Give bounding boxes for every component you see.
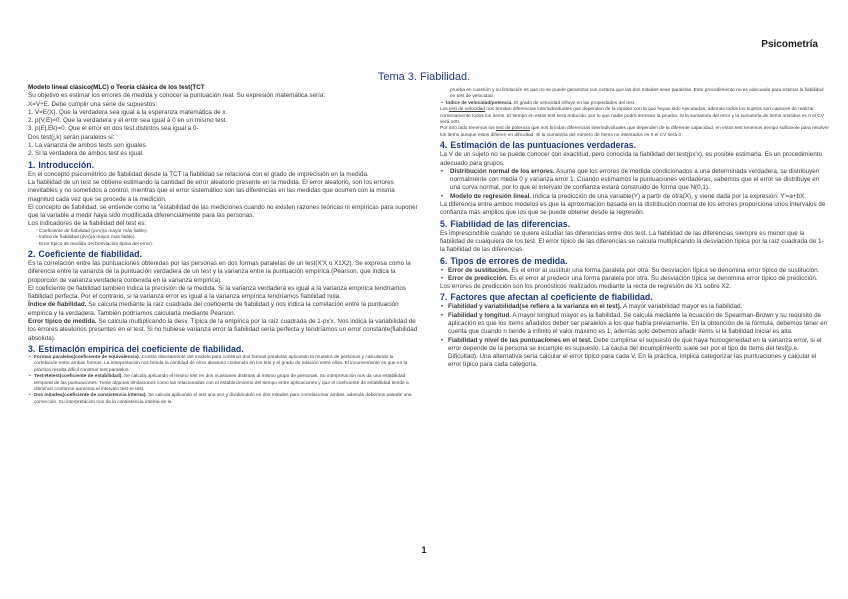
section-number: 7. xyxy=(440,292,448,303)
paragraph xyxy=(440,126,830,139)
definition: Consta directamente del modelo para construir dos formas paralelas aplicando la muestra de personas y calculando la correlación entre ambas formas. La interpretación nos brinda la cantidad de error aleatorio contenido en los test y el grado de relación entre ellas. El inconveniente es que en la práctica resulta difícil construir test paralelos. xyxy=(34,354,408,373)
model-line: Su objetivo es estimar los errores de medida y conocer la puntuación real. Su expresión matemática sería: xyxy=(28,92,326,100)
paragraph: La diferencia entre ambos modelos es que la aproximación basada en la distribución normal de los errores proporciona unos intervalos de confianza más amplios que los que se puede obtener desde la regresión. xyxy=(440,201,826,217)
paragraph: Es la correlación entre las puntuaciones obtenidas por las personas en dos formas paralelas de un test(X'X o X1X2). Se expresa como la diferencia entre la varianza de la puntuación verdadera de un test y la varianza entre la puntuación empírica.(Pearson, que indica la proporción de varianza verdadera contenida en la varianza empírica). xyxy=(28,259,411,284)
section-number: 4. xyxy=(440,140,448,151)
section-number: 1. xyxy=(28,159,36,170)
term: Error de sustitución. xyxy=(448,266,510,274)
paragraph xyxy=(28,301,418,318)
right-column xyxy=(440,88,830,370)
paragraph: El coeficiente de fiabilidad también indica la precisión de la medida. Si la varianza verdadera es igual a la varianza empírica tendríamos fiabilidad perfecta. Por el contrario, si la varianza error es igual a la varianza empírica tendríamos fiabilidad nula. xyxy=(28,284,407,301)
term: Fiabilidad y nivel de las puntuaciones en el test. xyxy=(448,336,592,344)
definition: Se calcula multiplicando la desv. Típica de la empírica por la raíz cuadrada de 1-px'x. Nos indica la variabilidad de los errores aleatorios presentes en el test. Si no hubiese varianza error la fiabilidad sería perfecta y tendríamos un error constante(fiabilidad absoluta). xyxy=(28,318,418,342)
paragraph: Los errores de predicción son los pronósticos realizados mediante la recta de regresión de X1 sobre X2. xyxy=(440,283,731,291)
definition: Debe cumplirse el supuesto de que haya homogeneidad en la varianza error, si el error depende de la persona se incumple es supuesto. La causa del incumplimiento suele ser por el tipo de ítems del test(p.e. Dificultad). Una alternativa sería calcular el error típico para cada V. En la práctica, implica categorizar las puntuaciones y calcular el error típico para cada categoría. xyxy=(448,336,822,369)
definition: A mayor variabilidad mayor es la fiabilidad. xyxy=(621,303,743,311)
paragraph xyxy=(440,107,830,126)
course-header: Psicometría xyxy=(761,39,818,50)
section-title: Estimación empírica del coeficiente de fiabilidad. xyxy=(38,343,244,354)
list-item xyxy=(440,303,830,311)
paragraph: En el concepto psicométrico de fiabilidad desde la TCT la fiabilidad se relaciona con el grado de imprecisión en la medida. xyxy=(28,170,369,178)
paragraph: La V de un sujeto no se puede conocer con exactitud, pero conocida la fiabilidad del test(px'x), es posible estimarla. Es un procedimiento adecuado para grupos. xyxy=(440,151,823,167)
model-line: X=V+E. Debe cumplir una serie de supuestos: xyxy=(28,100,158,108)
underlined-term: test de velocidad xyxy=(449,107,486,113)
section-heading-4 xyxy=(440,140,830,151)
term: Dos mitades(coeficiente de consistencia interna). xyxy=(34,393,147,399)
list-item xyxy=(28,393,418,406)
continuation: prueba en cuestión y su limitación es que no se puede garantizar con certeza que las dos mitades sean paralelas. Este procedimiento no es adecuado para estimar la fiabilidad en test de velocidad. xyxy=(450,88,824,100)
list-item xyxy=(440,267,830,275)
section-title: Coeficiente de fiabilidad. xyxy=(38,248,142,259)
list-item xyxy=(440,101,830,107)
model-line: 1. V=E(X). Que la verdadera sea igual a la esperanza matemática de x. xyxy=(28,108,228,116)
text: Por otro lado tenemos los xyxy=(440,126,496,132)
definition: El grado de velocidad influye en las propiedades del test. xyxy=(512,100,636,106)
text: nos brindan diferencias interindividuales que dependen de la rapidez con la que hayan sido ejecutadas, además todos los sujetos son capaces de realizar correctamente todos los ítems. El tiempo en estos test será reducido, por lo que nadie podrá terminar la prueba. Si la sumatoria del error y la sumatoria de ítems omitidos es 0 el CV será 100. xyxy=(440,107,824,126)
paragraph: El concepto de fiabilidad, se entiende como la "estabilidad de las mediciones cuando no existen razones teóricas ni empíricas para suponer que la variable a medir haya sido modificada diferencialmente para las personas. xyxy=(28,203,418,220)
definition: Es el error al sustituir una forma paralela por otra. Su desviación típica se denomina error típico de sustitución. xyxy=(509,266,820,274)
model-line: 2. p(V,E)=0. Que la verdadera y el error sea igual a 0 en un mismo test. xyxy=(28,117,228,125)
underlined-term: test de potencia xyxy=(496,126,530,132)
term: Distribución normal de los errores. xyxy=(450,167,555,175)
paragraph: Los indicadores de la fiabilidad del test es: xyxy=(28,220,147,228)
term: Fiabilidad y longitud. xyxy=(448,311,511,319)
section-heading-7 xyxy=(440,292,830,303)
section-number: 6. xyxy=(440,255,448,266)
definition: Es el error al predecir una forma paralela por otra. Su desviación típica se denomina error típico de predicción. xyxy=(507,274,818,282)
definition: Se calcula aplicando el test una vez y dividiéndolo en dos mitades para correlacionar ambas, además debemos pasarle una corrección. Su interpretación nos da la consistencia interna de la xyxy=(34,393,412,405)
term: Error de predicción. xyxy=(448,274,508,282)
section-number: 2. xyxy=(28,248,36,259)
term: Formas paralelas(coeficiente de equivalencia). xyxy=(34,354,141,360)
term: Error típico de medida. xyxy=(28,318,97,326)
definition: A mayor longitud mayor es la fiabilidad. Se calcula mediante la ecuación de Spearman-Brown y su requisito de aplicación es que los ítems añadidos deber ser paralelos a los que había previamente. En la obtención de la fórmula, debemos tener en cuenta que cuando n tiende a infinito el valor máximo es 1, además solo debemos añadir ítems si la fiabilidad inicial es alta. xyxy=(448,311,828,336)
term: Índice de velocidad/potencia. xyxy=(446,100,513,106)
list-item xyxy=(440,312,830,337)
list-item xyxy=(440,168,830,193)
model-line: Dos test(j,k) serán paralelos si: xyxy=(28,133,115,141)
paragraph: La fiabilidad de un test se obtiene estimando la cantidad de error aleatorio presente en la medida. El error aleatorio, son los errores inevitables y no sometidos a control, mientras que el error sistemático son las diferencias en las medidas que ocurren con la misma magnitud cada vez que se procede a la medición. xyxy=(28,178,395,203)
model-title: Modelo lineal clásico(MLC) o Teoría clásica de los test(TCT xyxy=(28,84,205,91)
definition: Asume que los errores de medida condicionados a una determinada verdadera, se distribuyen normalmente con media 0 y varianza error 1. Cuando estimamos la puntuaciones verdaderas, sabemos que el error se distribuye en una curva normal, por lo que el intervalo de confianza estará construido de forma que N(0,1). xyxy=(450,167,820,192)
definition: Se calcula mediante la raíz cuadrada del coeficiente de fiabilidad y nos indica la correlación entre la puntuación empírica y la verdadera. También podríamos calcularla mediante Pearson. xyxy=(28,301,399,317)
section-heading-5 xyxy=(440,219,830,230)
section-heading-6 xyxy=(440,256,830,267)
text: que nos brindan diferencias interindividuales que dependen de la diferente capacidad, en estos test tenemos tiempo suficiente para resolver los ítems aunque estos difieren en dificultad. Si la sumatoria del número de ítems no intentados es 0 el CV será 0 xyxy=(440,126,830,138)
section-heading-1 xyxy=(28,160,418,171)
term: Fiabilidad y variabilidad(se refiere a la varianza en el test). xyxy=(448,303,622,311)
list-item xyxy=(440,275,830,283)
section-title: Estimación de las puntuaciones verdaderas. xyxy=(450,140,637,151)
page-number: 1 xyxy=(421,545,427,555)
model-line: 3. p(Ej,Ek)=0. Que el error en dos test distintos sea igual a 0- xyxy=(28,125,199,133)
term: Índice de fiabilidad. xyxy=(28,301,87,309)
section-number: 5. xyxy=(440,218,448,229)
list-item: - Índice de fiabilidad (ρvx)(a mayor más fiable). xyxy=(36,235,136,241)
model-line: 1. La varianza de ambos tests son iguales. xyxy=(28,142,148,150)
section-heading-2 xyxy=(28,249,418,260)
list-item xyxy=(440,337,830,370)
page-title: Tema 3. Fiabilidad. xyxy=(377,71,471,83)
model-line: 2. Si la verdadera de ambos test es igual. xyxy=(28,150,144,158)
term: Test-Retest(coeficiente de estabilidad). xyxy=(34,374,123,380)
paragraph: Es imprescindible cuando se quiere estudiar las diferencias entre dos test. La fiabilidad de las diferencias siempre es menor que la fiabilidad de cualquiera de los test. El error típico de las diferencias se calcula multiplicando la desviación típica por la raíz cuadrada de 1- la fiabilidad de las diferencias. xyxy=(440,229,824,254)
list-item xyxy=(28,355,418,374)
section-title: Introducción. xyxy=(38,159,95,170)
definition: Indica la predicción de una variable(Y) a partir de otra(X), y viene dada por la expresión: Y'=a+bX. xyxy=(531,192,806,200)
section-number: 3. xyxy=(28,343,36,354)
list-item xyxy=(28,374,418,393)
list-item xyxy=(440,193,830,201)
list-item: - Error típico de medida σe(Desviación típica del error). xyxy=(36,241,154,247)
list-item: - Coeficiente de fiabilidad (ρx'x)(a mayor más fiable). xyxy=(36,228,148,234)
section-title: Factores que afectan al coeficiente de fiabilidad. xyxy=(450,292,653,303)
section-heading-3 xyxy=(28,344,418,355)
term: Modelo de regresión lineal. xyxy=(450,192,532,200)
section-title: Tipos de errores de medida. xyxy=(450,255,568,266)
definition: Se calcula aplicando el mismo test en dos ocasiones distintas al mismo grupo de personas. Su interpretación nos da una estabilidad temporal de las puntuaciones. Tiene algunas limitaciones como las relacionadas con el establecimiento del tiempo entre aplicaciones y que el coeficiente de estabilidad tiende a disminuir conforme aumenta el intervalo test-re test. xyxy=(34,374,409,392)
paragraph xyxy=(28,318,418,343)
text: Los xyxy=(440,107,450,113)
section-title: Fiabilidad de las diferencias. xyxy=(450,218,571,229)
left-column xyxy=(28,84,418,406)
